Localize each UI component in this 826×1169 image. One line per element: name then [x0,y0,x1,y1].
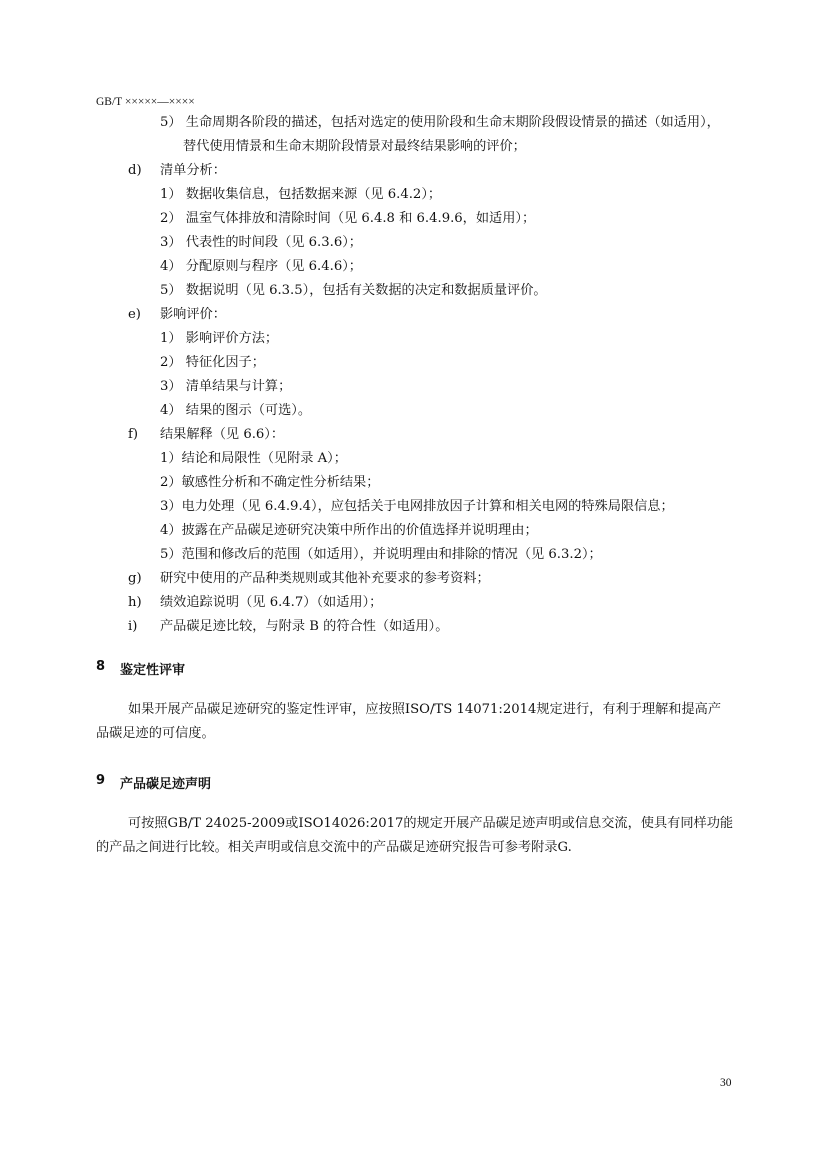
list-item: 3） 代表性的时间段（见 6.3.6）； [160,235,362,250]
page-number: 30 [720,1077,732,1089]
list-label: 结果解释（见 6.6）： [160,427,285,442]
list-item: 2） 特征化因子； [160,355,265,370]
list-marker: h) [128,595,142,610]
list-marker: d) [128,163,142,178]
list-label: 清单分析： [160,163,226,178]
list-label: 产品碳足迹比较，与附录 B 的符合性（如适用）。 [160,619,449,634]
list-item: 2） 温室气体排放和清除时间（见 6.4.8 和 6.4.9.6，如适用）； [160,211,536,226]
list-item: 1） 影响评价方法； [160,331,279,346]
paragraph-line: 的产品之间进行比较。相关声明或信息交流中的产品碳足迹研究报告可参考附录G. [96,840,572,855]
list-item: 5）范围和修改后的范围（如适用），并说明理由和排除的情况（见 6.3.2）； [160,547,602,562]
list-item: 1） 数据收集信息，包括数据来源（见 6.4.2）； [160,187,442,202]
list-label: 研究中使用的产品种类规则或其他补充要求的参考资料； [160,571,490,586]
list-marker: e) [128,307,141,322]
paragraph-line: 可按照GB/T 24025-2009或ISO14026:2017的规定开展产品碳足迹声明或信息交流，使具有同样功能 [128,816,734,831]
paragraph-line: 如果开展产品碳足迹研究的鉴定性评审，应按照ISO/TS 14071:2014规定进行，有利于理解和提高产 [128,702,722,717]
list-item: 3） 清单结果与计算； [160,379,292,394]
section-title: 鉴定性评审 [120,663,186,678]
list-item: 4） 结果的图示（可选）。 [160,403,312,418]
list-item-continuation: 替代使用情景和生命末期阶段情景对最终结果影响的评价； [183,139,526,154]
section-title: 产品碳足迹声明 [120,777,212,792]
list-item: 4）披露在产品碳足迹研究决策中所作出的价值选择并说明理由； [160,523,538,538]
list-item: 3）电力处理（见 6.4.9.4），应包括关于电网排放因子计算和相关电网的特殊局限信息； [160,499,674,514]
list-marker: f) [128,427,139,442]
list-label: 影响评价： [160,307,226,322]
document-code-header: GB/T ×××××—×××× [96,96,195,108]
list-marker: i) [128,619,138,634]
list-label: 绩效追踪说明（见 6.4.7）（如适用）； [160,595,383,610]
list-item: 5） 生命周期各阶段的描述，包括对选定的使用阶段和生命末期阶段假设情景的描述（如适用）， [160,115,720,130]
list-marker: g) [128,571,142,586]
list-item: 4） 分配原则与程序（见 6.4.6）； [160,259,362,274]
list-item: 1）结论和局限性（见附录 A）； [160,451,347,466]
section-number: 9 [96,773,106,788]
list-item: 2）敏感性分析和不确定性分析结果； [160,475,380,490]
list-item: 5） 数据说明（见 6.3.5），包括有关数据的决定和数据质量评价。 [160,283,547,298]
section-number: 8 [96,659,106,674]
paragraph-line: 品碳足迹的可信度。 [96,726,215,741]
